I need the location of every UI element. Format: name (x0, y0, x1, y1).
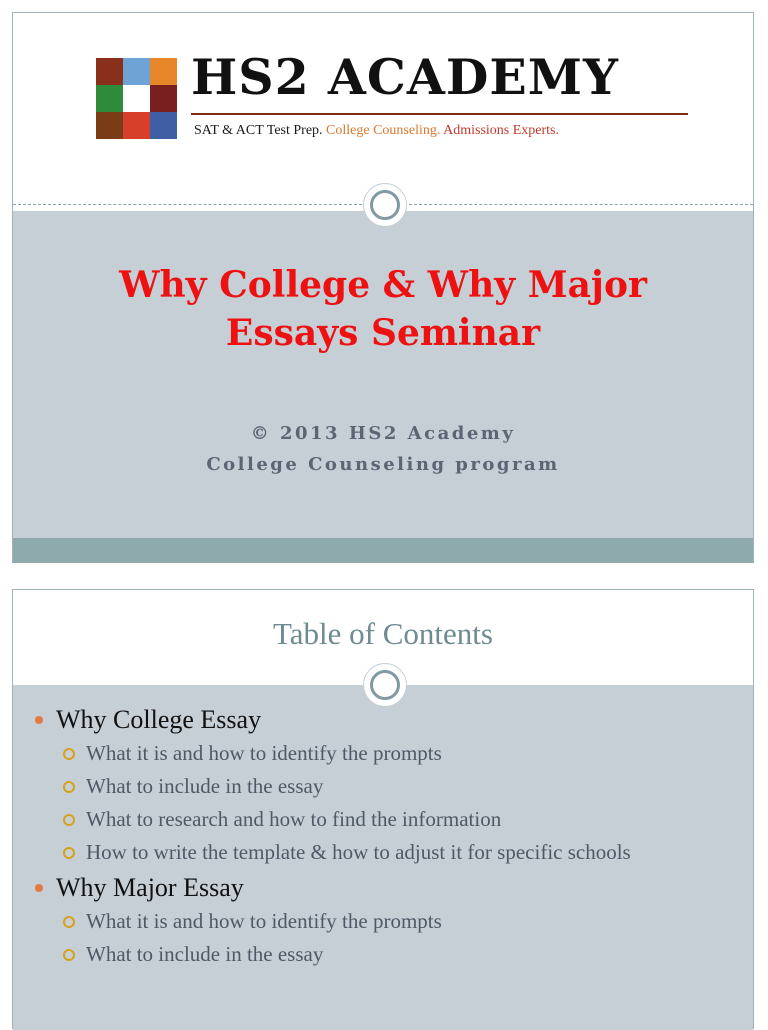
toc-sublist (56, 907, 741, 968)
ring-ornament-icon (363, 183, 407, 227)
ring-bullet-icon (63, 949, 75, 961)
toc-panel (13, 685, 753, 1030)
main-title (13, 261, 753, 357)
tagline-counseling: College Counseling. (326, 123, 441, 138)
title-line-2: Essays Seminar (225, 312, 541, 354)
toc-item: What to include in the essay (56, 772, 741, 800)
ring-ornament-icon (363, 663, 407, 707)
ring-bullet-icon (63, 847, 75, 859)
bullet-dot-icon (35, 716, 43, 724)
logo-title: HS2 ACADEMY (191, 48, 619, 106)
ring-bullet-icon (63, 814, 75, 826)
toc-title: Table of Contents (273, 616, 493, 651)
toc-item: What to research and how to find the information (56, 805, 741, 833)
toc-section (31, 871, 741, 968)
tagline-test-prep: SAT & ACT Test Prep. (194, 123, 323, 138)
tagline-admissions: Admissions Experts. (443, 123, 559, 138)
toc-item: What to include in the essay (56, 940, 741, 968)
logo-tagline (194, 123, 559, 139)
ring-bullet-icon (63, 781, 75, 793)
toc-item: How to write the template & how to adjust it for specific schools (56, 838, 741, 866)
toc-section (31, 703, 741, 866)
toc-item: What it is and how to identify the prompts (56, 907, 741, 935)
program-line: College Counseling program (206, 454, 560, 475)
bullet-dot-icon (35, 884, 43, 892)
copyright-line: © 2013 HS2 Academy (250, 423, 516, 444)
logo-rule (191, 113, 688, 115)
title-panel (13, 211, 753, 538)
toc-section-label: Why Major Essay (56, 873, 244, 902)
title-line-1: Why College & Why Major (119, 264, 647, 306)
toc-section-label: Why College Essay (56, 705, 262, 734)
footer-bar (13, 538, 753, 563)
ring-bullet-icon (63, 748, 75, 760)
toc-list (31, 703, 741, 973)
slide-toc (12, 589, 754, 1029)
slide-title (12, 12, 754, 563)
toc-sublist (56, 739, 741, 866)
logo-area (13, 13, 753, 204)
ring-bullet-icon (63, 916, 75, 928)
toc-item: What it is and how to identify the prompts (56, 739, 741, 767)
logo-mosaic-icon (96, 58, 177, 139)
